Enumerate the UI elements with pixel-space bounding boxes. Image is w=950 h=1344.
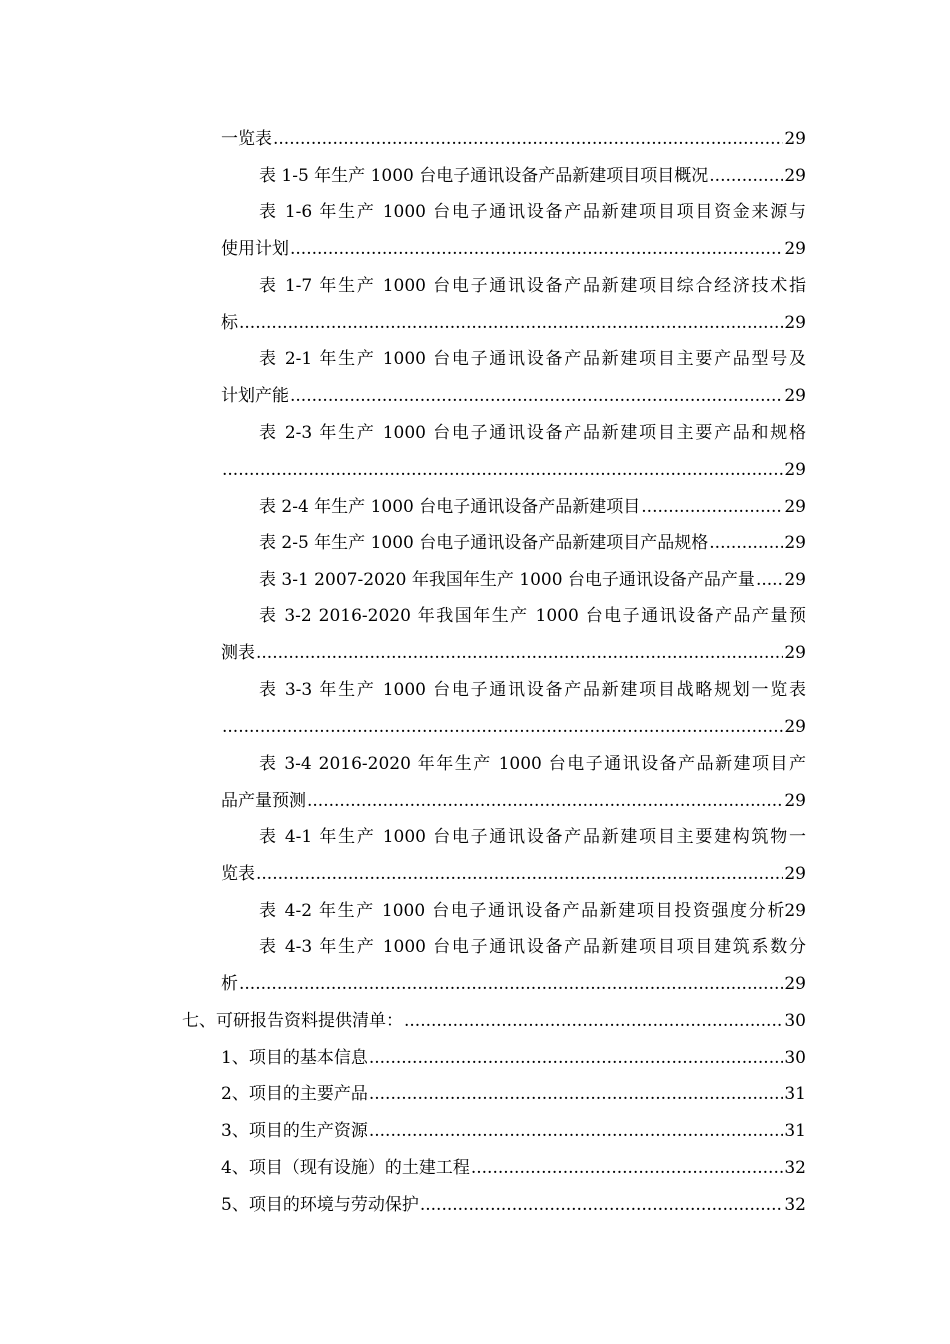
toc-page-number: 29 <box>784 533 806 553</box>
toc-entry[interactable] <box>259 348 806 370</box>
toc-dot-leader <box>256 642 783 664</box>
toc-entry[interactable] <box>221 1157 806 1179</box>
toc-entry[interactable] <box>182 1010 806 1032</box>
toc-dot-leader <box>404 1010 783 1032</box>
toc-page-number: 29 <box>784 166 806 186</box>
toc-page-number: 29 <box>784 129 806 149</box>
toc-entry[interactable] <box>259 605 806 627</box>
toc-dot-leader <box>239 312 783 334</box>
toc-entry-title: 表 3-1 2007-2020 年我国年生产 1000 台电子通讯设备产品产量 <box>259 570 755 590</box>
toc-dot-leader <box>420 1194 784 1216</box>
toc-entry-title: 表 2-1 年生产 1000 台电子通讯设备产品新建项目主要产品型号及 <box>259 349 806 369</box>
toc-page-number: 29 <box>784 239 806 259</box>
toc-dot-leader <box>756 569 783 591</box>
toc-page-number: 32 <box>784 1158 806 1178</box>
toc-entry-title: 使用计划 <box>221 239 289 259</box>
toc-page-number: 31 <box>784 1121 806 1141</box>
toc-dot-leader <box>256 863 783 885</box>
toc-entry[interactable] <box>259 422 806 444</box>
toc-entry-title: 4、项目（现有设施）的土建工程 <box>221 1158 470 1178</box>
toc-page-number: 29 <box>784 864 806 884</box>
toc-entry[interactable] <box>259 165 806 187</box>
toc-dot-leader <box>369 1083 784 1105</box>
toc-entry-title: 一览表 <box>221 129 272 149</box>
toc-dot-leader <box>222 459 783 481</box>
toc-entry-title: 表 1-7 年生产 1000 台电子通讯设备产品新建项目综合经济技术指 <box>259 276 806 296</box>
toc-entry-title: 表 3-2 2016-2020 年我国年生产 1000 台电子通讯设备产品产量预 <box>259 606 806 626</box>
toc-page-number: 29 <box>784 570 806 590</box>
toc-dot-leader <box>369 1120 784 1142</box>
toc-entry-title: 表 4-2 年生产 1000 台电子通讯设备产品新建项目投资强度分析 <box>259 901 785 921</box>
toc-page-number: 29 <box>784 460 806 480</box>
toc-dot-leader <box>709 532 783 554</box>
toc-entry[interactable] <box>259 826 806 848</box>
toc-entry[interactable] <box>259 201 806 223</box>
toc-entry[interactable] <box>259 753 806 775</box>
toc-entry-title: 2、项目的主要产品 <box>221 1084 368 1104</box>
toc-dot-leader <box>369 1047 784 1069</box>
toc-page-number: 31 <box>784 1084 806 1104</box>
toc-dot-leader <box>709 165 783 187</box>
toc-entry-title: 表 1-5 年生产 1000 台电子通讯设备产品新建项目项目概况 <box>259 166 709 186</box>
toc-page-number: 29 <box>784 717 806 737</box>
toc-dot-leader <box>290 238 783 260</box>
toc-entry-title: 表 1-6 年生产 1000 台电子通讯设备产品新建项目项目资金来源与 <box>259 202 806 222</box>
toc-entry-title: 表 2-5 年生产 1000 台电子通讯设备产品新建项目产品规格 <box>259 533 709 553</box>
toc-dot-leader <box>641 496 783 518</box>
toc-entry[interactable] <box>221 459 806 481</box>
toc-dot-leader <box>307 790 783 812</box>
toc-page-number: 29 <box>784 313 806 333</box>
toc-entry[interactable] <box>221 716 806 738</box>
toc-entry[interactable] <box>259 900 806 922</box>
toc-entry-title: 计划产能 <box>221 386 289 406</box>
toc-entry[interactable] <box>259 569 806 591</box>
toc-entry-title: 表 4-3 年生产 1000 台电子通讯设备产品新建项目项目建筑系数分 <box>259 937 806 957</box>
toc-entry-title: 析 <box>221 974 238 994</box>
toc-entry[interactable] <box>221 863 806 885</box>
toc-dot-leader <box>239 973 783 995</box>
toc-dot-leader <box>290 385 783 407</box>
toc-entry[interactable] <box>221 642 806 664</box>
toc-entry[interactable] <box>259 679 806 701</box>
toc-page-number: 30 <box>784 1011 806 1031</box>
toc-entry[interactable] <box>221 973 806 995</box>
toc-entry-title: 5、项目的环境与劳动保护 <box>221 1195 419 1215</box>
toc-entry-title: 表 2-3 年生产 1000 台电子通讯设备产品新建项目主要产品和规格 <box>259 423 806 443</box>
toc-dot-leader <box>471 1157 784 1179</box>
toc-entry-title: 表 3-3 年生产 1000 台电子通讯设备产品新建项目战略规划一览表 <box>259 680 806 700</box>
toc-page-number: 32 <box>784 1195 806 1215</box>
toc-page-number: 29 <box>784 386 806 406</box>
toc-entry[interactable] <box>221 1083 806 1105</box>
toc-entry-title: 表 2-4 年生产 1000 台电子通讯设备产品新建项目 <box>259 497 641 517</box>
toc-dot-leader <box>273 128 783 150</box>
toc-page-number: 29 <box>784 974 806 994</box>
toc-entry[interactable] <box>259 532 806 554</box>
toc-entry-title: 3、项目的生产资源 <box>221 1121 368 1141</box>
toc-entry[interactable] <box>259 496 806 518</box>
toc-entry-title: 七、可研报告资料提供清单： <box>182 1011 403 1031</box>
toc-entry[interactable] <box>221 238 806 260</box>
toc-entry-title: 测表 <box>221 643 255 663</box>
toc-page-number: 29 <box>784 497 806 517</box>
toc-entry-title: 品产量预测 <box>221 791 306 811</box>
toc-entry[interactable] <box>221 1047 806 1069</box>
toc-entry[interactable] <box>221 385 806 407</box>
toc-dot-leader <box>222 716 783 738</box>
toc-entry-title: 1、项目的基本信息 <box>221 1048 368 1068</box>
toc-entry[interactable] <box>221 128 806 150</box>
toc-entry[interactable] <box>221 1120 806 1142</box>
toc-page-number: 29 <box>784 791 806 811</box>
toc-page-number: 29 <box>784 901 806 921</box>
toc-entry[interactable] <box>259 275 806 297</box>
toc-entry-title: 览表 <box>221 864 255 884</box>
toc-entry-title: 标 <box>221 313 238 333</box>
toc-entry-title: 表 4-1 年生产 1000 台电子通讯设备产品新建项目主要建构筑物一 <box>259 827 806 847</box>
toc-entry[interactable] <box>221 312 806 334</box>
toc-entry[interactable] <box>221 1194 806 1216</box>
toc-page-number: 30 <box>784 1048 806 1068</box>
toc-entry[interactable] <box>259 936 806 958</box>
toc-entry[interactable] <box>221 790 806 812</box>
toc-entry-title: 表 3-4 2016-2020 年年生产 1000 台电子通讯设备产品新建项目产 <box>259 754 806 774</box>
toc-page-number: 29 <box>784 643 806 663</box>
